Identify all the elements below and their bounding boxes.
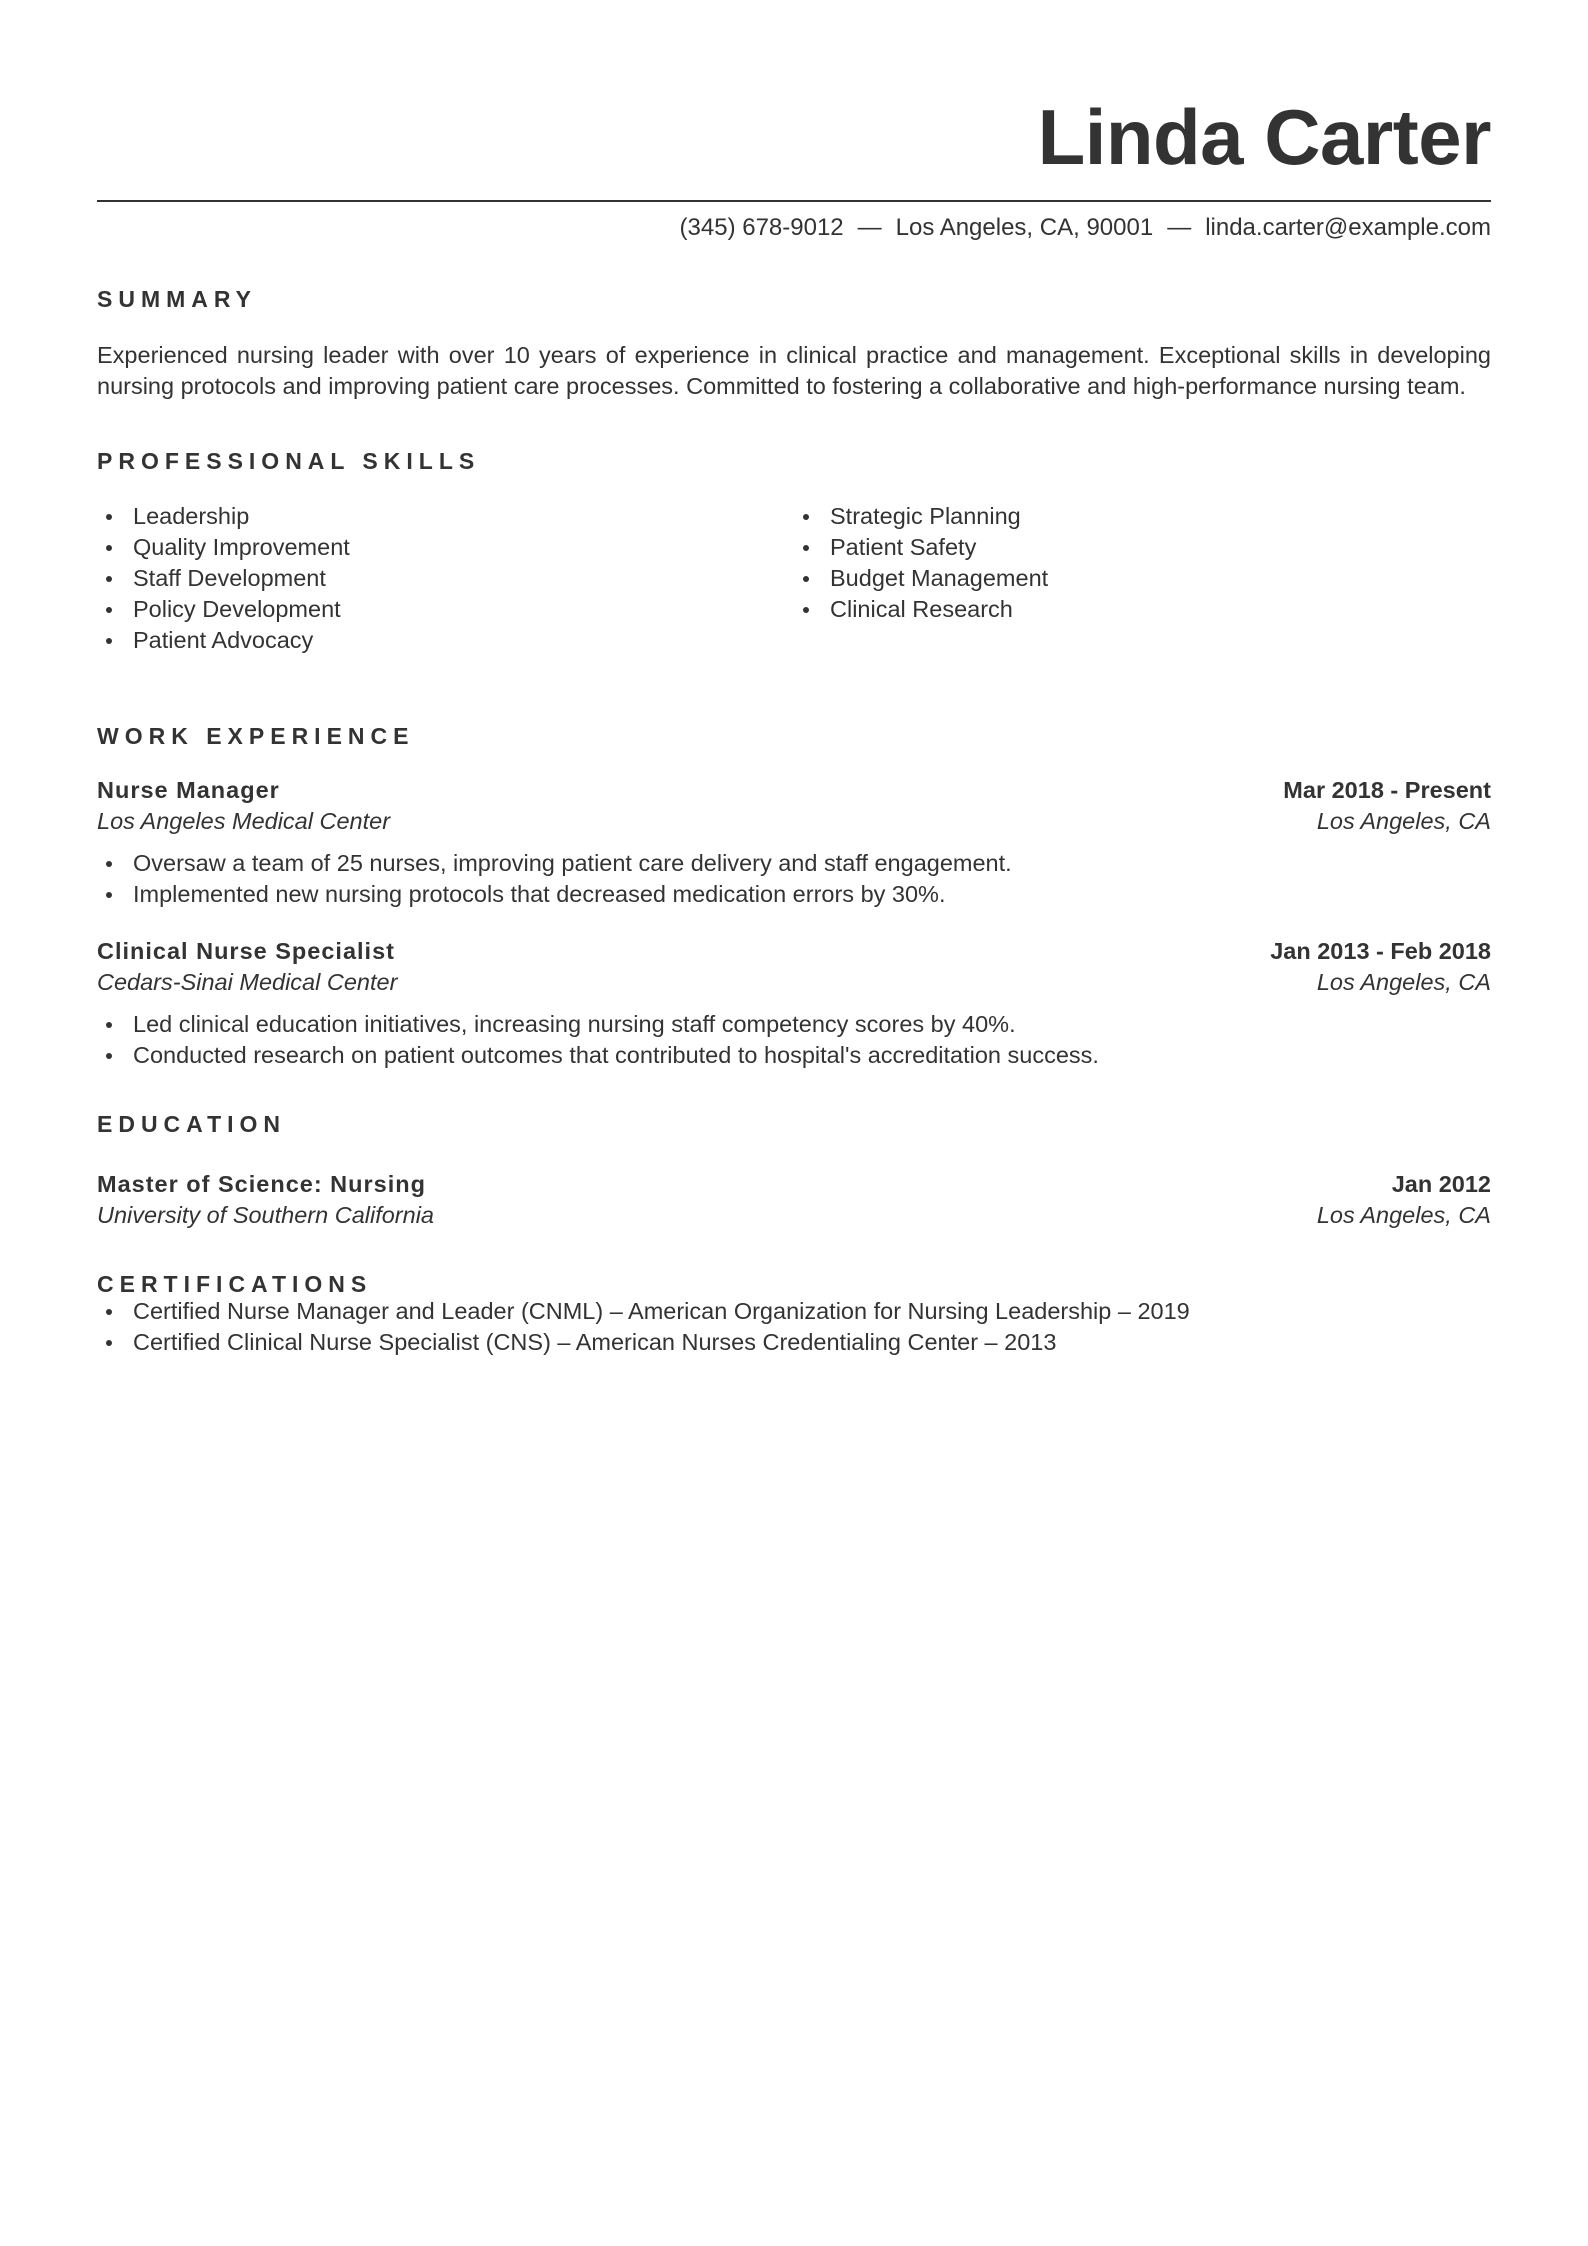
graduation-date: Jan 2012 xyxy=(1391,1171,1491,1197)
achievement-text: Implemented new nursing protocols that decreased medication errors by 30%. xyxy=(133,881,946,907)
skill-label: Strategic Planning xyxy=(830,503,1021,529)
job-title: Nurse Manager xyxy=(97,777,280,803)
job-header-row xyxy=(97,775,1491,806)
skill-item xyxy=(97,532,794,563)
bullet-icon xyxy=(106,638,112,644)
job-dates: Mar 2018 - Present xyxy=(1283,777,1491,803)
job-subheader-row xyxy=(97,806,1491,837)
bullet-icon xyxy=(106,514,112,520)
job-organization: Cedars-Sinai Medical Center xyxy=(97,969,398,995)
email-address: linda.carter@example.com xyxy=(1205,214,1491,241)
bullet-icon xyxy=(106,1340,112,1346)
school-location: Los Angeles, CA xyxy=(1316,1202,1491,1228)
skill-label: Policy Development xyxy=(133,596,341,622)
bullet-icon xyxy=(106,607,112,613)
job-title: Clinical Nurse Specialist xyxy=(97,938,395,964)
skills-heading: PROFESSIONAL SKILLS xyxy=(97,448,481,474)
certification-item xyxy=(97,1327,1491,1358)
school-name: University of Southern California xyxy=(97,1202,434,1228)
header-divider xyxy=(97,200,1491,202)
job-location: Los Angeles, CA xyxy=(1316,969,1491,995)
education-entry xyxy=(97,1169,1491,1231)
job-achievements xyxy=(97,1009,1491,1071)
certification-text: Certified Clinical Nurse Specialist (CNS) – American Nurses Credentialing Center – 2013 xyxy=(133,1329,1057,1355)
achievement-text: Led clinical education initiatives, increasing nursing staff competency scores by 40%. xyxy=(133,1011,1016,1037)
achievement-item xyxy=(97,848,1491,879)
bullet-icon xyxy=(803,514,809,520)
job-achievements xyxy=(97,848,1491,910)
skills-list xyxy=(97,501,1491,656)
job-dates: Jan 2013 - Feb 2018 xyxy=(1270,938,1491,964)
contact-line xyxy=(97,216,1491,240)
achievement-text: Conducted research on patient outcomes that contributed to hospital's accreditation success. xyxy=(133,1042,1099,1068)
achievement-item xyxy=(97,1040,1491,1071)
skill-item xyxy=(794,594,1491,625)
education-subheader-row xyxy=(97,1200,1491,1231)
skill-item xyxy=(97,563,794,594)
contact-separator: — xyxy=(1167,214,1192,241)
bullet-icon xyxy=(106,545,112,551)
certifications-heading: CERTIFICATIONS xyxy=(97,1271,373,1297)
bullet-icon xyxy=(106,1022,112,1028)
certification-item xyxy=(97,1296,1491,1327)
job-subheader-row xyxy=(97,967,1491,998)
location: Los Angeles, CA, 90001 xyxy=(895,214,1154,241)
certifications-list xyxy=(97,1296,1491,1358)
bullet-icon xyxy=(803,545,809,551)
education-heading: EDUCATION xyxy=(97,1111,287,1137)
contact-separator: — xyxy=(857,214,882,241)
bullet-icon xyxy=(106,576,112,582)
bullet-icon xyxy=(106,861,112,867)
skill-item xyxy=(794,532,1491,563)
bullet-icon xyxy=(803,576,809,582)
degree: Master of Science: Nursing xyxy=(97,1171,426,1197)
skills-column-left xyxy=(97,501,794,656)
achievement-item xyxy=(97,1009,1491,1040)
achievement-item xyxy=(97,879,1491,910)
certification-text: Certified Nurse Manager and Leader (CNML) – American Organization for Nursing Leadership – 2019 xyxy=(133,1298,1190,1324)
bullet-icon xyxy=(106,892,112,898)
skill-label: Patient Advocacy xyxy=(133,627,314,653)
summary-text: Experienced nursing leader with over 10 years of experience in clinical practice and management. Exceptional skills in developing nursing protocols and improving patient care processes. Committed to fostering a collaborative and high-performance nursing team. xyxy=(97,342,1491,399)
skill-label: Patient Safety xyxy=(830,534,977,560)
achievement-text: Oversaw a team of 25 nurses, improving patient care delivery and staff engagement. xyxy=(133,850,1012,876)
bullet-icon xyxy=(106,1309,112,1315)
work-experience-heading: WORK EXPERIENCE xyxy=(97,723,415,749)
job-location: Los Angeles, CA xyxy=(1316,808,1491,834)
skill-item xyxy=(794,563,1491,594)
skill-item xyxy=(97,625,794,656)
skill-label: Quality Improvement xyxy=(133,534,350,560)
job-organization: Los Angeles Medical Center xyxy=(97,808,391,834)
skill-label: Staff Development xyxy=(133,565,326,591)
job-header-row xyxy=(97,936,1491,967)
phone-number: (345) 678-9012 xyxy=(679,214,844,241)
job-entry xyxy=(97,775,1491,910)
job-entry xyxy=(97,936,1491,1071)
skill-item xyxy=(794,501,1491,532)
bullet-icon xyxy=(106,1053,112,1059)
skills-column-right xyxy=(794,501,1491,656)
skill-item xyxy=(97,501,794,532)
summary-heading: SUMMARY xyxy=(97,286,257,312)
skill-label: Budget Management xyxy=(830,565,1049,591)
skill-item xyxy=(97,594,794,625)
candidate-name: Linda Carter xyxy=(1037,93,1491,181)
skill-label: Leadership xyxy=(133,503,250,529)
education-header-row xyxy=(97,1169,1491,1200)
bullet-icon xyxy=(803,607,809,613)
skill-label: Clinical Research xyxy=(830,596,1013,622)
